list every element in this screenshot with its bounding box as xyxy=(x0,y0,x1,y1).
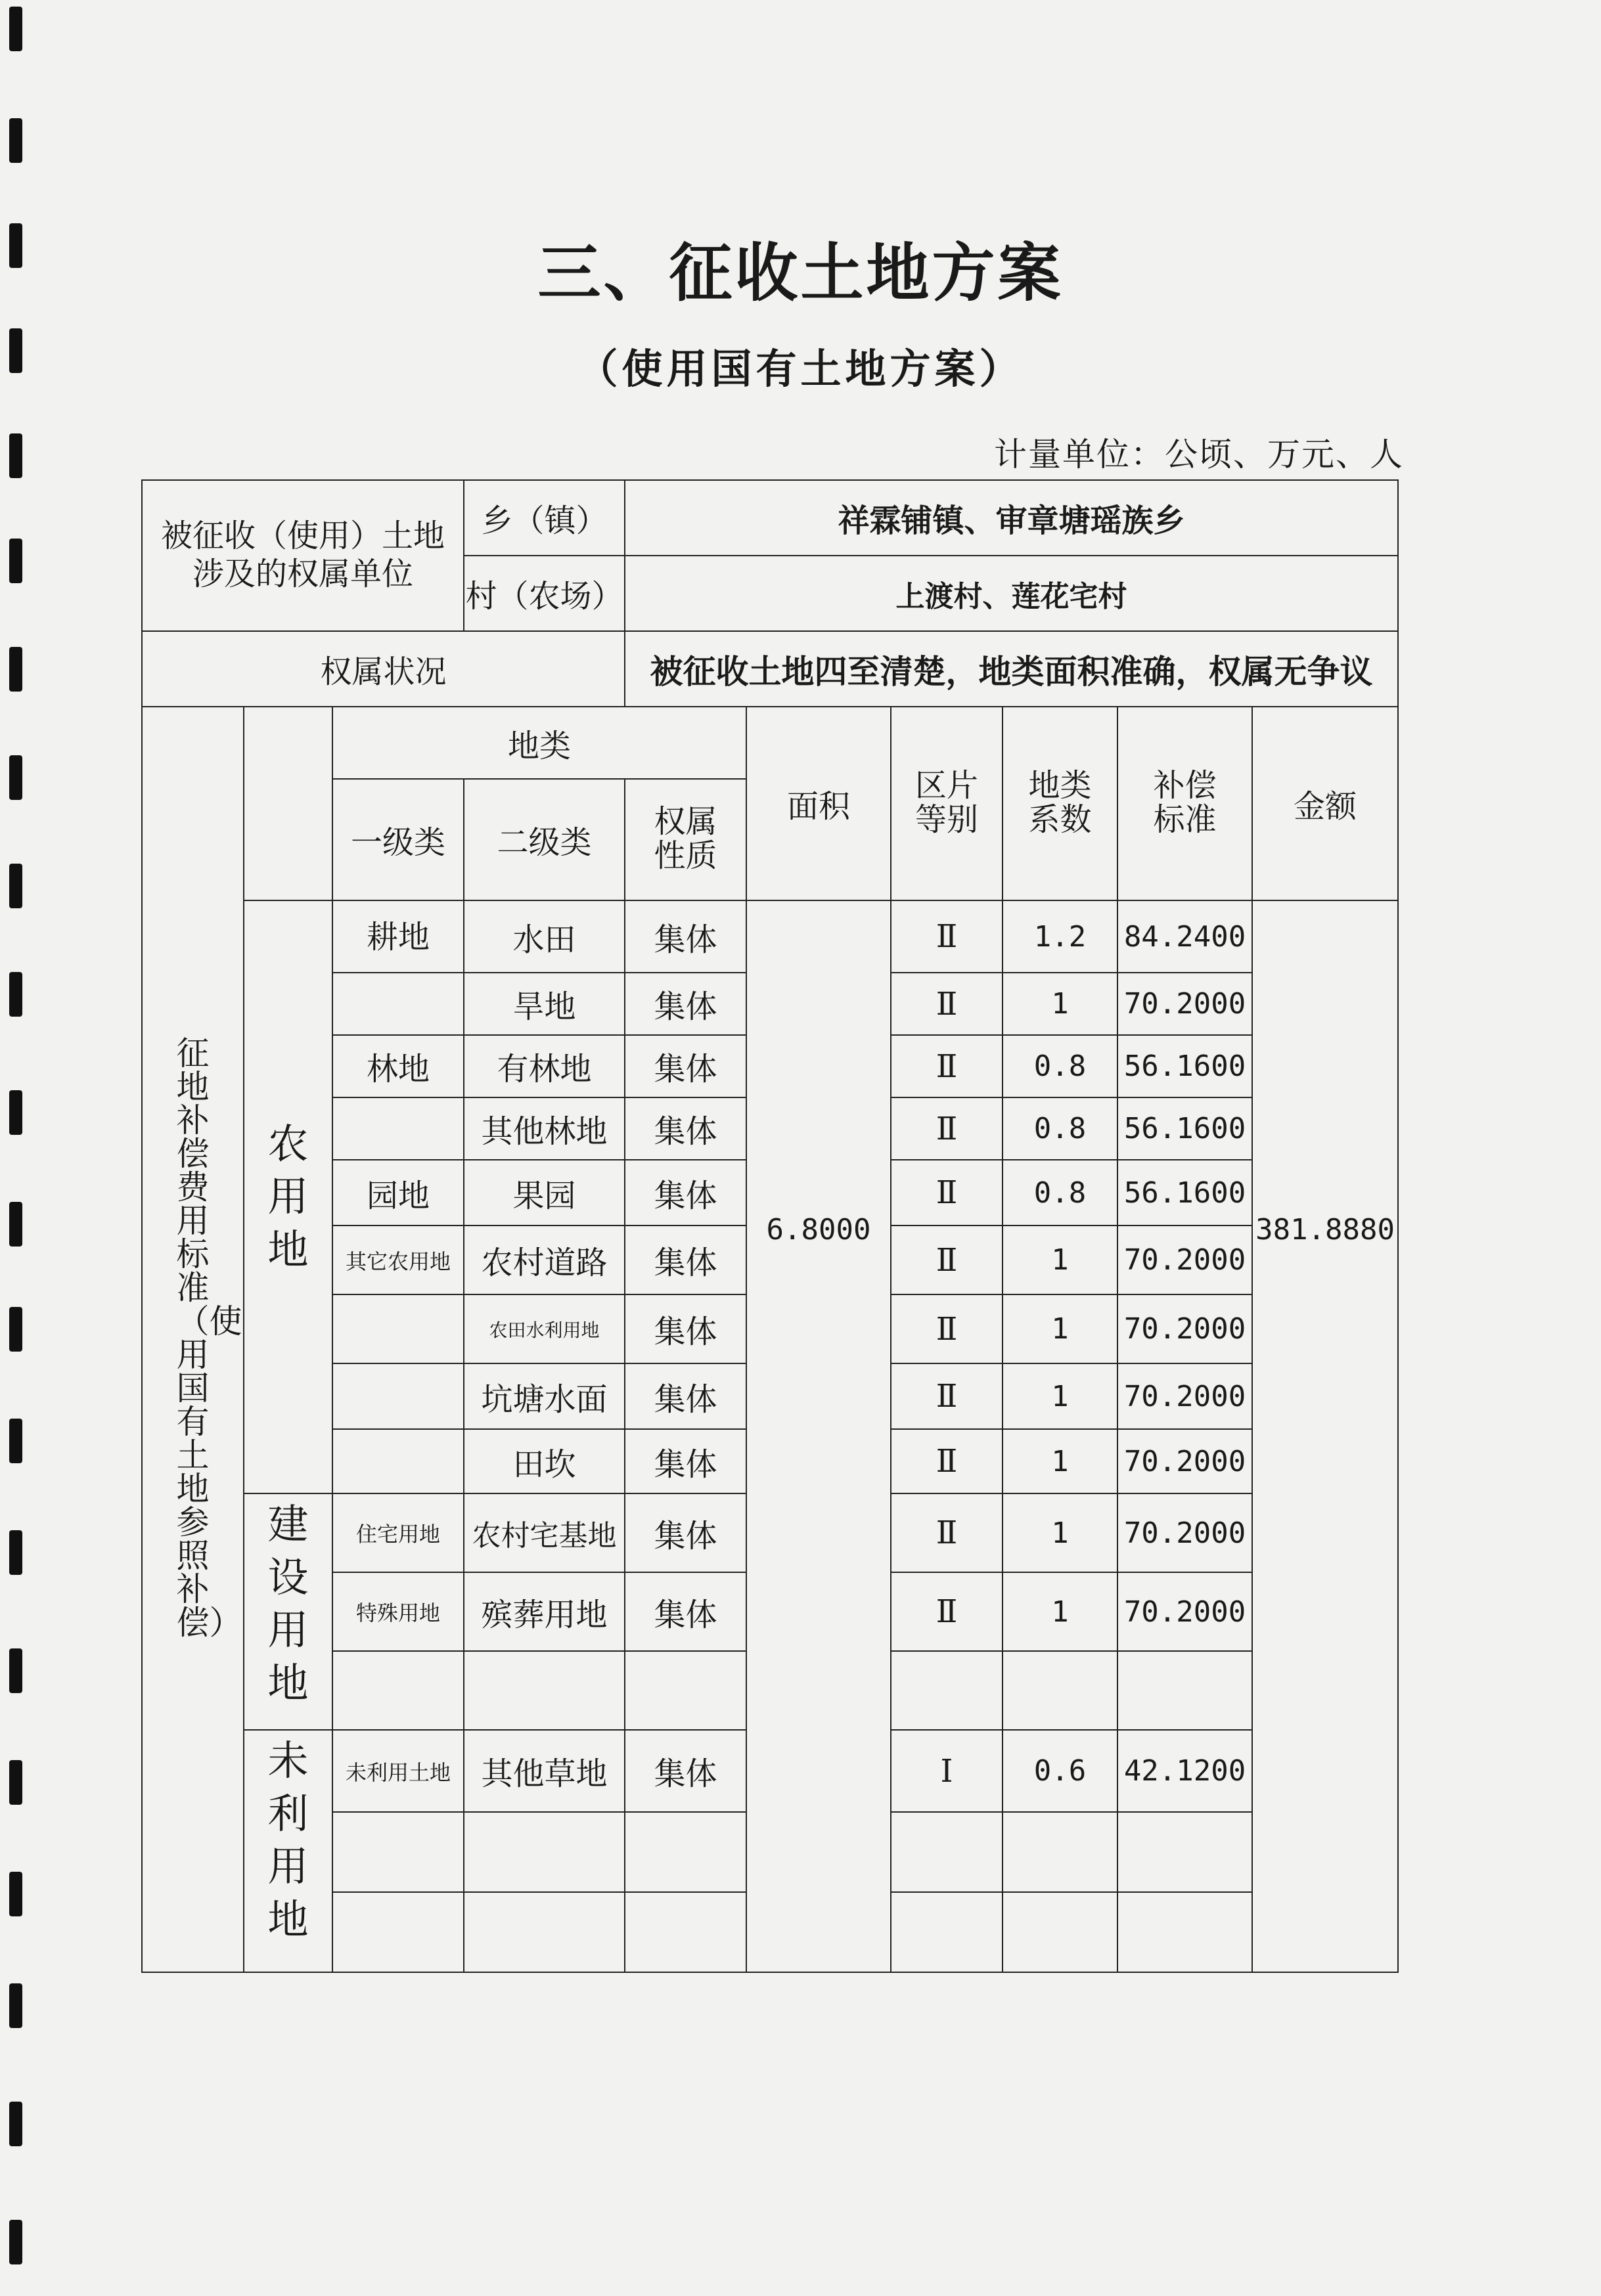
row-standard: 70.2000 xyxy=(1117,1363,1252,1429)
row-standard: 70.2000 xyxy=(1117,1572,1252,1651)
row-grade: Ⅱ xyxy=(891,973,1003,1035)
header-level1: 一级类 xyxy=(332,779,464,900)
row-nature: 集体 xyxy=(625,973,746,1035)
row-standard: 56.1600 xyxy=(1117,1097,1252,1160)
row-grade: Ⅱ xyxy=(891,1294,1003,1363)
village-label: 村（农场） xyxy=(464,556,625,631)
row-standard: 56.1600 xyxy=(1117,1035,1252,1097)
row-grade: Ⅱ xyxy=(891,1572,1003,1651)
row-level1: 其它农用地 xyxy=(332,1225,464,1294)
row-standard: 70.2000 xyxy=(1117,1493,1252,1572)
row-level2: 水田 xyxy=(464,900,625,973)
row-level2 xyxy=(464,1812,625,1892)
row-level1 xyxy=(332,1363,464,1429)
row-standard xyxy=(1117,1812,1252,1892)
ownership-unit-label: 被征收（使用）土地涉及的权属单位 xyxy=(142,480,464,631)
row-level2: 旱地 xyxy=(464,973,625,1035)
row-standard: 84.2400 xyxy=(1117,900,1252,973)
row-grade: Ⅱ xyxy=(891,1225,1003,1294)
row-coefficient xyxy=(1003,1892,1117,1972)
row-level2: 有林地 xyxy=(464,1035,625,1097)
row-level2: 其他草地 xyxy=(464,1730,625,1812)
row-grade: Ⅱ xyxy=(891,1429,1003,1493)
row-level1 xyxy=(332,1097,464,1160)
row-nature: 集体 xyxy=(625,1160,746,1225)
section-label: 征地补偿费用标准（使用国有土地参照补偿） xyxy=(142,707,244,1972)
row-level1: 耕地 xyxy=(332,900,464,973)
row-level1 xyxy=(332,1812,464,1892)
row-coefficient: 1 xyxy=(1003,1294,1117,1363)
row-coefficient: 1 xyxy=(1003,1363,1117,1429)
row-nature: 集体 xyxy=(625,1097,746,1160)
page-title: 三、征收土地方案 xyxy=(537,236,1064,310)
units-note: 计量单位：公顷、万元、人 xyxy=(994,435,1404,474)
row-level1: 特殊用地 xyxy=(332,1572,464,1651)
row-grade xyxy=(891,1812,1003,1892)
row-level1: 林地 xyxy=(332,1035,464,1097)
row-level2: 果园 xyxy=(464,1160,625,1225)
row-coefficient xyxy=(1003,1812,1117,1892)
row-grade: Ⅰ xyxy=(891,1730,1003,1812)
row-level2: 农村道路 xyxy=(464,1225,625,1294)
row-grade: Ⅱ xyxy=(891,1035,1003,1097)
page-subtitle: （使用国有土地方案） xyxy=(577,345,1024,393)
row-level1 xyxy=(332,1651,464,1730)
row-nature: 集体 xyxy=(625,1572,746,1651)
row-coefficient: 0.8 xyxy=(1003,1035,1117,1097)
row-level1 xyxy=(332,1294,464,1363)
header-coefficient: 地类系数 xyxy=(1003,707,1117,900)
row-nature: 集体 xyxy=(625,900,746,973)
row-level2 xyxy=(464,1651,625,1730)
row-grade: Ⅱ xyxy=(891,1363,1003,1429)
land-acquisition-table xyxy=(141,479,1399,1973)
row-nature: 集体 xyxy=(625,1363,746,1429)
group-unused: 未利用地 xyxy=(244,1730,332,1972)
row-nature: 集体 xyxy=(625,1225,746,1294)
village-value: 上渡村、莲花宅村 xyxy=(625,556,1398,631)
total-area: 6.8000 xyxy=(746,900,891,1972)
row-level2: 田坎 xyxy=(464,1429,625,1493)
row-nature xyxy=(625,1892,746,1972)
row-level2: 农田水利用地 xyxy=(464,1294,625,1363)
row-grade: Ⅱ xyxy=(891,900,1003,973)
header-amount: 金额 xyxy=(1252,707,1398,900)
header-standard: 补偿标准 xyxy=(1117,707,1252,900)
row-coefficient: 1 xyxy=(1003,1493,1117,1572)
township-value: 祥霖铺镇、审章塘瑶族乡 xyxy=(625,480,1398,556)
row-standard: 70.2000 xyxy=(1117,1429,1252,1493)
row-standard: 70.2000 xyxy=(1117,973,1252,1035)
row-grade: Ⅱ xyxy=(891,1493,1003,1572)
row-level2: 殡葬用地 xyxy=(464,1572,625,1651)
row-grade xyxy=(891,1892,1003,1972)
row-standard xyxy=(1117,1651,1252,1730)
row-nature: 集体 xyxy=(625,1730,746,1812)
row-nature xyxy=(625,1651,746,1730)
group-agricultural: 农用地 xyxy=(244,900,332,1493)
row-grade: Ⅱ xyxy=(891,1160,1003,1225)
row-nature: 集体 xyxy=(625,1429,746,1493)
row-nature: 集体 xyxy=(625,1493,746,1572)
row-level1: 园地 xyxy=(332,1160,464,1225)
row-coefficient: 1.2 xyxy=(1003,900,1117,973)
header-area: 面积 xyxy=(746,707,891,900)
row-standard: 70.2000 xyxy=(1117,1225,1252,1294)
header-zone-grade: 区片等别 xyxy=(891,707,1003,900)
row-coefficient: 0.6 xyxy=(1003,1730,1117,1812)
row-level2: 其他林地 xyxy=(464,1097,625,1160)
total-amount: 381.8880 xyxy=(1252,900,1398,1972)
group-construction: 建设用地 xyxy=(244,1493,332,1730)
row-nature xyxy=(625,1812,746,1892)
ownership-status-label: 权属状况 xyxy=(142,631,625,707)
row-level2: 坑塘水面 xyxy=(464,1363,625,1429)
row-coefficient: 1 xyxy=(1003,973,1117,1035)
township-label: 乡（镇） xyxy=(464,480,625,556)
row-standard: 42.1200 xyxy=(1117,1730,1252,1812)
row-coefficient: 0.8 xyxy=(1003,1097,1117,1160)
row-level1: 未利用土地 xyxy=(332,1730,464,1812)
header-ownership-nature: 权属性质 xyxy=(625,779,746,900)
row-coefficient: 1 xyxy=(1003,1225,1117,1294)
row-nature: 集体 xyxy=(625,1035,746,1097)
row-coefficient xyxy=(1003,1651,1117,1730)
row-level1 xyxy=(332,1429,464,1493)
row-standard: 70.2000 xyxy=(1117,1294,1252,1363)
row-grade: Ⅱ xyxy=(891,1097,1003,1160)
row-level2: 农村宅基地 xyxy=(464,1493,625,1572)
row-standard: 56.1600 xyxy=(1117,1160,1252,1225)
row-nature: 集体 xyxy=(625,1294,746,1363)
row-level1 xyxy=(332,973,464,1035)
ownership-status-value: 被征收土地四至清楚，地类面积准确，权属无争议 xyxy=(625,631,1398,707)
header-blank-cell xyxy=(244,707,332,900)
header-level2: 二级类 xyxy=(464,779,625,900)
row-coefficient: 0.8 xyxy=(1003,1160,1117,1225)
row-level2 xyxy=(464,1892,625,1972)
row-grade xyxy=(891,1651,1003,1730)
header-land-class: 地类 xyxy=(332,707,746,779)
row-level1: 住宅用地 xyxy=(332,1493,464,1572)
row-level1 xyxy=(332,1892,464,1972)
row-coefficient: 1 xyxy=(1003,1429,1117,1493)
row-coefficient: 1 xyxy=(1003,1572,1117,1651)
row-standard xyxy=(1117,1892,1252,1972)
